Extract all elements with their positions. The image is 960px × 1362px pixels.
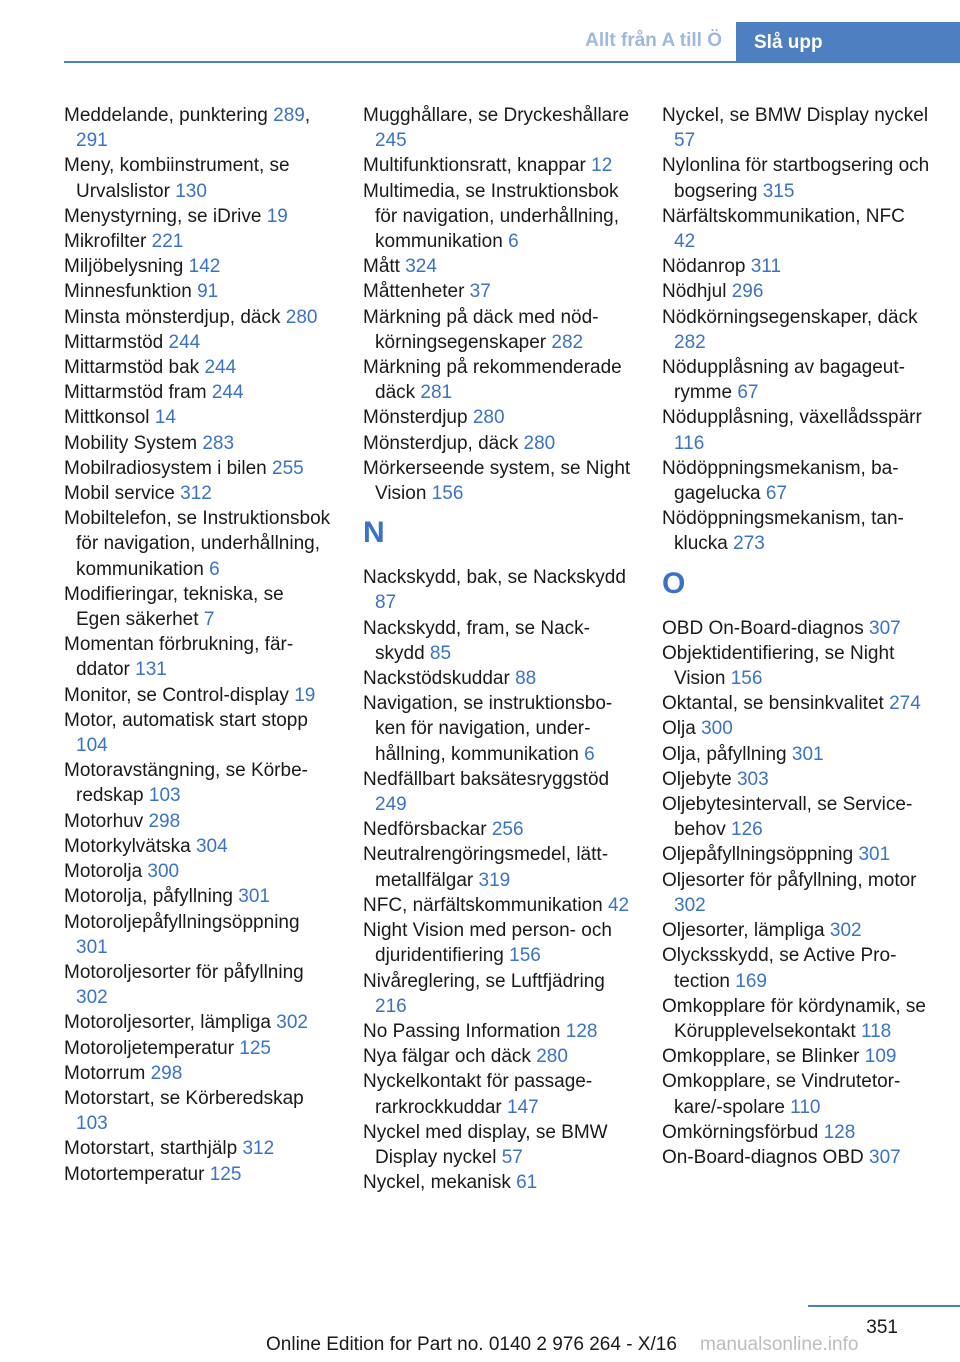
- edition-note: Online Edition for Part no. 0140 2 976 264 - X/16: [266, 1334, 677, 1355]
- index-entry-term: Nedfällbart baksätesryggstöd: [363, 768, 610, 790]
- index-entry: [662, 641, 930, 691]
- index-entry: [64, 405, 332, 430]
- index-entry: [64, 809, 332, 834]
- index-entry: [662, 994, 930, 1044]
- index-entry: [64, 254, 332, 279]
- index-entry: [363, 405, 631, 430]
- index-entry-term: Oljepåfyllningsöppning: [662, 844, 859, 866]
- index-entry-term: Miljöbelysning: [64, 256, 189, 278]
- index-entry-term: No Passing Information: [363, 1020, 566, 1042]
- page-reference-link[interactable]: 255: [272, 457, 304, 479]
- index-entry-term: Motoroljetemperatur: [64, 1037, 240, 1059]
- index-entry: [662, 868, 930, 918]
- page-reference-link[interactable]: 245: [375, 130, 407, 152]
- index-entry: [64, 582, 332, 632]
- page-reference-link[interactable]: 88: [515, 668, 537, 690]
- index-entry: [363, 893, 631, 918]
- index-entry: [64, 431, 332, 456]
- index-entry-term: Meny, kombiinstrument, se Urvalslistor: [64, 155, 290, 202]
- page-reference-link[interactable]: 6: [508, 231, 519, 253]
- index-entry-term: Motoroljepåfyllningsöppning: [64, 911, 300, 933]
- index-entry-term: Mittkonsol: [64, 407, 155, 429]
- index-entry-term: Mittarmstöd bak: [64, 357, 205, 379]
- ref-separator: ,: [304, 105, 311, 126]
- page-reference-link[interactable]: 300: [701, 718, 733, 740]
- index-entry-term: Omkopplare, se Vindrutetorkare/-spolare: [662, 1071, 901, 1118]
- index-entry-term: Momentan förbrukning, färddator: [64, 634, 294, 681]
- index-entry-term: Mönsterdjup, däck: [363, 432, 524, 454]
- page-reference-link[interactable]: 291: [76, 130, 108, 152]
- index-entry-term: Märkning på däck med nödkörningsegenskaper: [363, 306, 599, 353]
- page-reference-link[interactable]: 249: [375, 794, 407, 816]
- page-reference-link[interactable]: 7: [203, 609, 215, 631]
- page-reference-link[interactable]: 156: [431, 483, 464, 505]
- page-reference-link[interactable]: 221: [151, 231, 184, 253]
- index-entry: [662, 1069, 930, 1119]
- page-reference-link[interactable]: 298: [148, 810, 181, 832]
- index-letter-heading: N: [363, 516, 385, 550]
- index-letter-heading: O: [662, 566, 686, 600]
- index-entry: [64, 1036, 332, 1061]
- index-entry: [662, 355, 930, 405]
- index-entry-term: Nödöppningsmekanism, tanklucka: [662, 508, 904, 555]
- page-reference-link[interactable]: 283: [202, 432, 235, 454]
- index-entry-term: Mått: [363, 256, 406, 278]
- index-entry: [363, 616, 631, 666]
- index-entry-term: Oljesorter, lämpliga: [662, 920, 830, 942]
- index-entry: [363, 1170, 631, 1195]
- index-entry-term: Nackskydd, bak, se Nackskydd: [363, 567, 626, 589]
- index-entry-term: Monitor, se Control-display: [64, 684, 295, 706]
- page-reference-link[interactable]: 91: [197, 281, 219, 303]
- index-entry: [662, 279, 930, 304]
- index-entry-term: Mönsterdjup: [363, 407, 473, 429]
- index-entry: [64, 758, 332, 808]
- index-entry: [64, 279, 332, 304]
- index-entry: [64, 960, 332, 1010]
- page-reference-link[interactable]: 128: [823, 1121, 856, 1143]
- index-entry-term: Neutralrengöringsmedel, lättmetallfälgar: [363, 844, 609, 891]
- index-entry: [662, 792, 930, 842]
- index-entry-term: Modifieringar, tekniska, se Egen säkerhet: [64, 583, 284, 631]
- page-reference-link[interactable]: 109: [864, 1046, 897, 1068]
- page-reference-link[interactable]: 312: [242, 1138, 275, 1160]
- index-entry-term: Motorolja, påfyllning: [64, 886, 239, 908]
- index-entry: [662, 842, 930, 867]
- page-reference-link[interactable]: 156: [509, 945, 541, 967]
- page-reference-link[interactable]: 324: [405, 256, 437, 278]
- index-entry: [64, 305, 332, 330]
- index-entry: [64, 204, 332, 229]
- index-entry: [662, 716, 930, 741]
- index-entry-term: Meddelande, punktering: [64, 105, 274, 126]
- index-entry: [662, 1145, 930, 1170]
- index-entry: [363, 666, 631, 691]
- page-reference-link[interactable]: 156: [730, 668, 763, 690]
- page-reference-link[interactable]: 6: [584, 743, 595, 765]
- page-reference-link[interactable]: 303: [736, 768, 769, 790]
- index-entry-term: OBD On-Board-diagnos: [662, 617, 869, 639]
- page-reference-link[interactable]: 130: [175, 180, 207, 202]
- index-entry-term: Nödöppningsmekanism, bagagelucka: [662, 457, 899, 505]
- index-entry: [64, 229, 332, 254]
- page-reference-link[interactable]: 110: [790, 1096, 821, 1118]
- index-entry-term: Night Vision med person- och djuridentifiering: [363, 920, 612, 967]
- index-entry-term: Motor, automatisk start stopp: [64, 709, 308, 731]
- index-entry: [363, 969, 631, 1019]
- index-entry: [662, 153, 930, 203]
- index-entry-term: Nivåreglering, se Luftfjädring: [363, 970, 605, 992]
- page-reference-link[interactable]: 301: [791, 743, 824, 765]
- index-entry-term: Minnesfunktion: [64, 281, 198, 303]
- page-reference-link[interactable]: 131: [135, 659, 167, 681]
- index-entry: [662, 742, 930, 767]
- index-entry: [64, 1086, 332, 1136]
- index-entry: [662, 506, 930, 556]
- index-entry-term: Närfältskommunikation, NFC: [662, 205, 905, 227]
- page-reference-link[interactable]: 281: [420, 382, 453, 404]
- index-entry-term: Objektidentifiering, se Night Vision: [662, 642, 895, 690]
- page-reference-link[interactable]: 14: [154, 407, 176, 429]
- index-entry-term: Menystyrning, se iDrive: [64, 205, 267, 227]
- index-entry-term: Motorhuv: [64, 810, 149, 832]
- index-entry: [363, 456, 631, 506]
- page-reference-link[interactable]: 67: [737, 382, 759, 404]
- index-entry: [363, 153, 631, 178]
- index-entry: [64, 481, 332, 506]
- page-reference-link[interactable]: 103: [148, 785, 181, 807]
- index-entry-term: Motoroljesorter, lämpliga: [64, 1012, 277, 1034]
- page-reference-link[interactable]: 19: [266, 205, 288, 227]
- page-reference-link[interactable]: 42: [674, 231, 696, 253]
- index-entry: [363, 918, 631, 968]
- index-entry: [363, 767, 631, 817]
- index-entry-term: Oktantal, se bensinkvalitet: [662, 693, 890, 715]
- page-reference-link[interactable]: 302: [674, 894, 706, 916]
- index-entry: [64, 1061, 332, 1086]
- page-reference-link[interactable]: 296: [731, 281, 764, 303]
- page-reference-link[interactable]: 37: [469, 281, 491, 303]
- page-reference-link[interactable]: 216: [375, 995, 407, 1017]
- index-entry-term: Nackskydd, fram, se Nackskydd: [363, 617, 590, 664]
- page-reference-link[interactable]: 315: [762, 180, 795, 202]
- page-reference-link[interactable]: 300: [147, 861, 180, 883]
- index-entry-term: Nylonlina för startbogsering och bogsering: [662, 155, 930, 202]
- footer-rule: [808, 1305, 960, 1307]
- index-entry-term: Mobiltelefon, se Instruktionsbok för navigation, underhållning, kommunikation: [64, 508, 331, 580]
- index-entry-term: Motoravstängning, se Körberedskap: [64, 760, 308, 807]
- page-reference-link[interactable]: 125: [209, 1163, 242, 1185]
- index-entry-term: Motoroljesorter för påfyllning: [64, 961, 304, 983]
- page-reference-link[interactable]: 312: [180, 483, 212, 505]
- index-entry: [64, 153, 332, 203]
- index-entry-term: Omkörningsförbud: [662, 1121, 824, 1143]
- index-entry: [64, 884, 332, 909]
- index-entry-term: Oljebytesintervall, se Servicebehov: [662, 794, 913, 841]
- index-entry-term: Oljebyte: [662, 768, 737, 790]
- index-entry-term: Nya fälgar och däck: [363, 1046, 537, 1068]
- index-entry: [363, 1044, 631, 1069]
- page-reference-link[interactable]: 307: [869, 617, 901, 639]
- index-entry: [662, 616, 930, 641]
- index-entry: [363, 103, 631, 153]
- index-entry-term: Motorstart, starthjälp: [64, 1138, 243, 1160]
- index-entry: [64, 859, 332, 884]
- page-reference-link[interactable]: 274: [889, 693, 921, 715]
- watermark: manualsonline.info: [700, 1334, 859, 1355]
- page-reference-link[interactable]: 19: [294, 684, 316, 706]
- page-reference-link[interactable]: 256: [491, 819, 524, 841]
- page-number: 351: [866, 1317, 898, 1338]
- section-title[interactable]: Allt från A till Ö: [585, 30, 722, 51]
- page-reference-link[interactable]: 128: [565, 1020, 598, 1042]
- page-reference-link[interactable]: 301: [76, 936, 108, 958]
- page-reference-link[interactable]: 302: [276, 1012, 308, 1034]
- index-column-2: [363, 103, 631, 1195]
- index-entry: [363, 691, 631, 767]
- page-reference-link[interactable]: 244: [211, 382, 244, 404]
- index-entry-term: Måttenheter: [363, 281, 470, 303]
- page-reference-link[interactable]: 6: [209, 558, 220, 580]
- index-entry: [662, 1044, 930, 1069]
- index-entry: [363, 842, 631, 892]
- index-entry: [363, 1120, 631, 1170]
- index-entry: [64, 103, 332, 153]
- page-reference-link[interactable]: 142: [188, 256, 221, 278]
- index-entry: [662, 103, 930, 153]
- page-reference-link[interactable]: 298: [150, 1062, 183, 1084]
- index-entry: [64, 355, 332, 380]
- index-entry-term: Multifunktionsratt, knappar: [363, 155, 592, 177]
- index-entry-term: NFC, närfältskommunikation: [363, 894, 608, 916]
- index-entry: [662, 254, 930, 279]
- page-reference-link[interactable]: 147: [507, 1096, 539, 1118]
- page-reference-link[interactable]: 103: [76, 1113, 108, 1135]
- page-reference-link[interactable]: 85: [429, 642, 452, 664]
- page-reference-link[interactable]: 280: [523, 432, 556, 454]
- page-reference-link[interactable]: 302: [829, 920, 862, 942]
- index-entry: [363, 279, 631, 304]
- page-reference-link[interactable]: 282: [551, 331, 584, 353]
- index-entry-term: Mittarmstöd: [64, 331, 169, 353]
- page-reference-link[interactable]: 301: [858, 844, 891, 866]
- index-entry-term: Nödhjul: [662, 281, 732, 303]
- index-entry-term: Motorstart, se Körberedskap: [64, 1087, 304, 1109]
- index-entry-term: Omkopplare, se Blinker: [662, 1046, 865, 1068]
- index-entry-term: Nyckel med display, se BMW Display nyckel: [363, 1121, 608, 1168]
- index-entry: [64, 380, 332, 405]
- index-entry: [662, 767, 930, 792]
- index-entry-term: Nödupplåsning, växellådsspärr: [662, 407, 922, 429]
- index-entry-term: Multimedia, se Instruktionsbok för navigation, underhållning, kommunikation: [363, 180, 620, 253]
- index-entry: [64, 632, 332, 682]
- index-entry: [64, 1162, 332, 1187]
- index-entry: [64, 1010, 332, 1035]
- page-reference-link[interactable]: 42: [607, 894, 630, 916]
- page-reference-link[interactable]: 169: [735, 970, 767, 992]
- page-reference-link[interactable]: 273: [733, 533, 765, 555]
- index-entry: [662, 691, 930, 716]
- index-entry: [363, 254, 631, 279]
- index-entry-term: Nödanrop: [662, 256, 751, 278]
- page-reference-link[interactable]: 118: [860, 1020, 892, 1042]
- index-entry: [64, 506, 332, 582]
- page-reference-link[interactable]: 12: [591, 155, 613, 177]
- index-entry: [662, 1120, 930, 1145]
- page-reference-link[interactable]: 311: [750, 256, 782, 278]
- page-reference-link[interactable]: 67: [765, 483, 788, 505]
- index-entry-term: Motortemperatur: [64, 1163, 210, 1185]
- index-entry: [64, 834, 332, 859]
- index-column-3: [662, 103, 930, 1170]
- index-entry: [662, 943, 930, 993]
- page-reference-link[interactable]: 244: [168, 331, 201, 353]
- index-entry-term: Omkopplare för kördynamik, se Körupplevelsekontakt: [662, 995, 926, 1042]
- page-reference-link[interactable]: 280: [285, 306, 318, 328]
- page-reference-link[interactable]: 61: [516, 1172, 538, 1194]
- index-entry: [662, 405, 930, 455]
- index-entry: [363, 305, 631, 355]
- index-entry-term: Olja, påfyllning: [662, 743, 792, 765]
- index-entry-term: Nödupplåsning av bagageutrymme: [662, 357, 905, 404]
- index-entry-term: Nödkörningsegenskaper, däck: [662, 306, 918, 328]
- page-reference-link[interactable]: 57: [674, 130, 696, 152]
- index-entry: [662, 204, 930, 254]
- index-entry-term: Olycksskydd, se Active Protection: [662, 945, 897, 992]
- page-reference-link[interactable]: 126: [731, 819, 763, 841]
- page-reference-link[interactable]: 282: [674, 331, 706, 353]
- index-entry-term: On-Board-diagnos OBD: [662, 1146, 869, 1168]
- index-entry: [363, 817, 631, 842]
- index-entry-term: Märkning på rekommenderade däck: [363, 357, 622, 404]
- page-reference-link[interactable]: 307: [869, 1146, 901, 1168]
- page-reference-link[interactable]: 319: [478, 869, 511, 891]
- index-entry: [662, 918, 930, 943]
- index-column-1: [64, 103, 332, 1187]
- index-entry-term: Motorolja: [64, 861, 148, 883]
- index-entry: [64, 1136, 332, 1161]
- page-reference-link[interactable]: 289: [273, 105, 305, 126]
- tab-lookup[interactable]: Slå upp: [736, 22, 960, 63]
- index-entry-term: Mörkerseende system, se Night Vision: [363, 457, 631, 505]
- index-entry-term: Mugghållare, se Dryckeshållare: [363, 105, 630, 126]
- index-entry-term: Mittarmstöd fram: [64, 382, 212, 404]
- index-entry: [64, 456, 332, 481]
- page-reference-link[interactable]: 104: [76, 735, 108, 757]
- index-entry: [64, 708, 332, 758]
- page-reference-link[interactable]: 302: [76, 987, 108, 1009]
- index-entry-term: Nedförsbackar: [363, 819, 492, 841]
- index-entry: [64, 910, 332, 960]
- page-reference-link[interactable]: 116: [674, 432, 705, 454]
- index-entry: [363, 1019, 631, 1044]
- index-entry: [662, 456, 930, 506]
- index-entry-term: Nyckel, mekanisk: [363, 1172, 517, 1194]
- index-entry-term: Mobilradiosystem i bilen: [64, 457, 273, 479]
- page-reference-link[interactable]: 301: [238, 886, 270, 908]
- index-entry-term: Mobility System: [64, 432, 203, 454]
- index-entry-term: Minsta mönsterdjup, däck: [64, 306, 286, 328]
- index-entry: [363, 565, 631, 615]
- index-entry: [64, 330, 332, 355]
- index-entry: [662, 305, 930, 355]
- page-reference-link[interactable]: 244: [204, 357, 237, 379]
- page-reference-link[interactable]: 125: [239, 1037, 271, 1059]
- index-entry: [363, 431, 631, 456]
- index-entry-term: Mikrofilter: [64, 231, 152, 253]
- page-reference-link[interactable]: 280: [472, 407, 505, 429]
- index-entry-term: Mobil service: [64, 483, 181, 505]
- index-entry: [363, 355, 631, 405]
- index-entry-term: Nyckel, se BMW Display nyckel: [662, 105, 929, 126]
- page-reference-link[interactable]: 304: [195, 835, 228, 857]
- page-reference-link[interactable]: 87: [375, 592, 397, 614]
- index-entry-term: Navigation, se instruktionsboken för navigation, underhållning, kommunikation: [363, 693, 613, 765]
- index-entry: [64, 683, 332, 708]
- index-entry-term: Motorrum: [64, 1062, 151, 1084]
- index-entry-term: Motorkylvätska: [64, 835, 196, 857]
- index-entry-term: Olja: [662, 718, 702, 740]
- index-entry-term: Nyckelkontakt för passagerarkrockkuddar: [363, 1071, 593, 1118]
- index-entry-term: Oljesorter för påfyllning, motor: [662, 869, 917, 891]
- index-entry: [363, 1069, 631, 1119]
- page-reference-link[interactable]: 57: [501, 1146, 523, 1168]
- index-entry-term: Nackstödskuddar: [363, 668, 516, 690]
- page-reference-link[interactable]: 280: [536, 1046, 568, 1068]
- index-entry: [363, 179, 631, 255]
